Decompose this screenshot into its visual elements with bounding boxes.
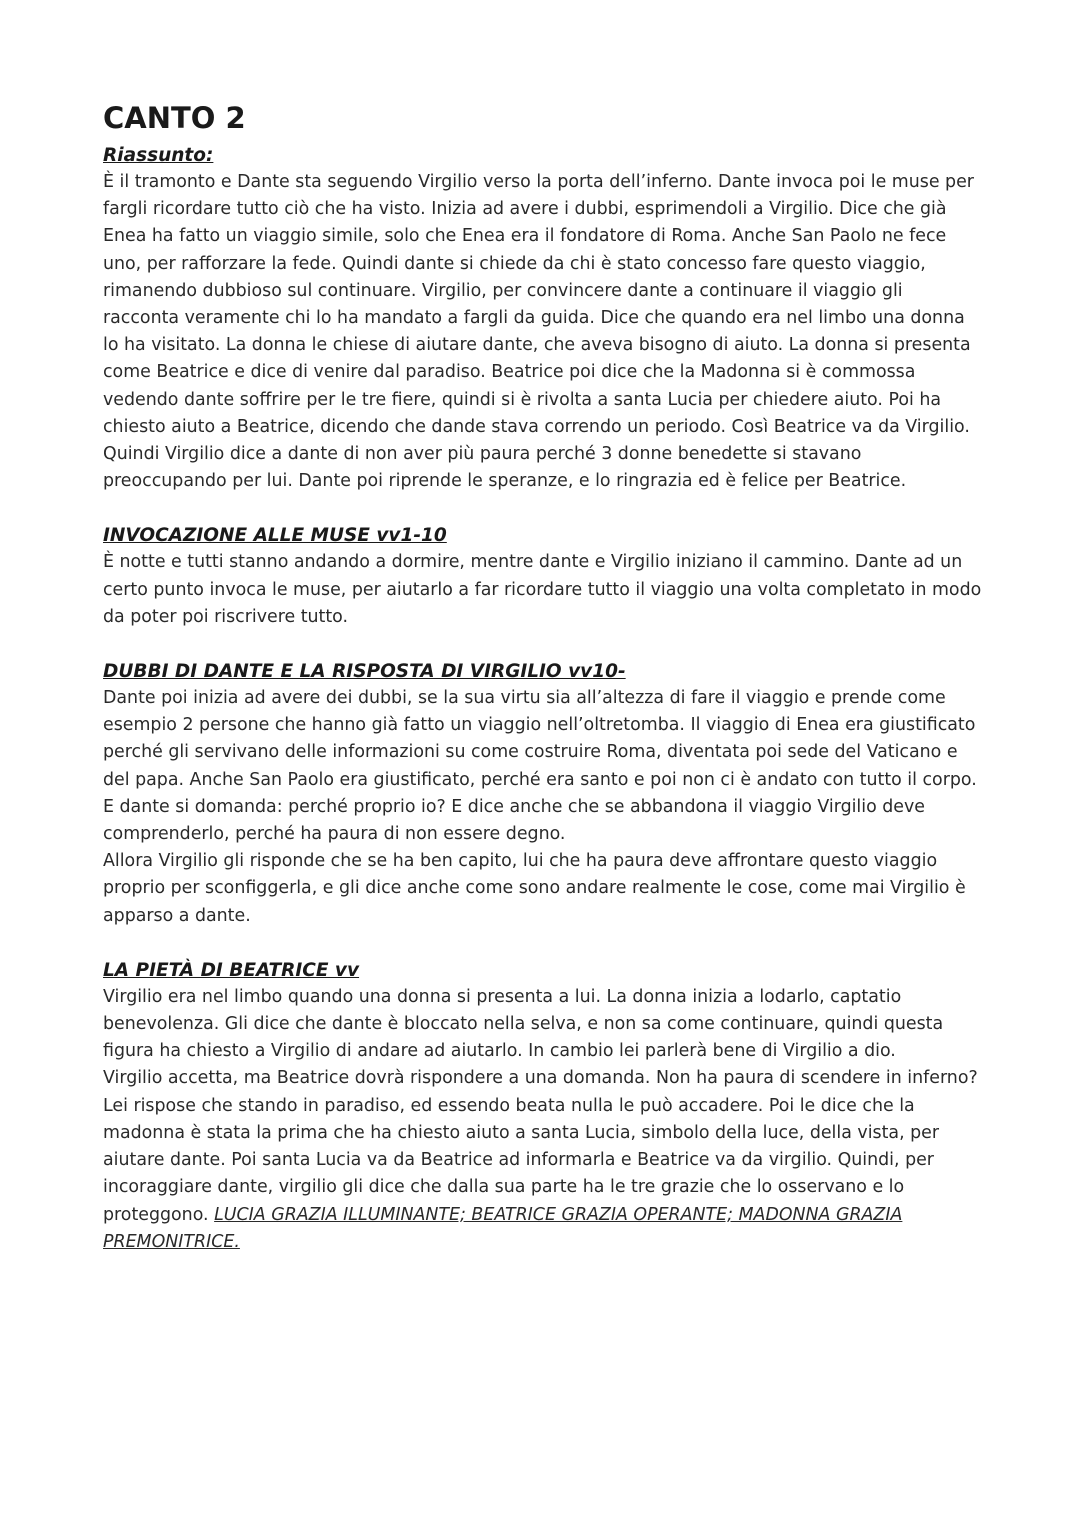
section-heading: DUBBI DI DANTE E LA RISPOSTA DI VIRGILIO vv10- [103,661,626,683]
section-heading: INVOCAZIONE ALLE MUSE vv1-10 [103,525,447,547]
section-paragraph: Dante poi inizia ad avere dei dubbi, se la sua virtu sia all’altezza di fare il viaggio e prende come esempio 2 persone che hanno già fatto un viaggio nell’oltretomba. Il viaggio di Enea era giustificato perché gli servivano delle informazioni su come costruire Roma, diventata poi sede del Vaticano e del papa. Anche San Paolo era giustificato, perché era santo e poi non ci è andato con tutto il corpo. E dante si domanda: perché proprio io? E dice anche che se abbandona il viaggio Virgilio deve comprenderlo, perché ha paura di non essere degno. [103,688,977,845]
document-title: CANTO 2 [103,101,246,135]
section-riassunto [103,142,983,495]
section-pieta-beatrice [103,957,983,1256]
section-heading: Riassunto: [103,145,214,166]
section-heading: LA PIETÀ DI BEATRICE vv [103,959,360,981]
document-page [103,98,983,1283]
section-paragraph-with-closing [103,1065,983,1255]
section-paragraph: È notte e tutti stanno andando a dormire, mentre dante e Virgilio iniziano il cammino. Dante ad un certo punto invoca le muse, per aiutarlo a far ricordare tutto il viaggio una volta completato in modo da poter poi riscrivere tutto. [103,552,982,627]
section-paragraph: Allora Virgilio gli risponde che se ha ben capito, lui che ha paura deve affrontare questo viaggio proprio per sconfiggerla, e gli dice anche come sono andare realmente le cose, come mai Virgilio è apparso a dante. [103,851,966,926]
paragraph-text: Virgilio accetta, ma Beatrice dovrà rispondere a una domanda. Non ha paura di scendere in inferno? Lei rispose che stando in paradiso, ed essendo beata nulla le può accadere. Poi le dice che la madonna è stata la prima che ha chiesto aiuto a santa Lucia, simbolo della luce, della vista, per aiutare dante. Poi santa Lucia va da Beatrice ad informarla e Beatrice va da virgilio. Quindi, per incoraggiare dante, virgilio gli dice che dalla sua parte ha le tre grazie che lo osservano e lo proteggono. [103,1068,978,1225]
closing-summary: LUCIA GRAZIA ILLUMINANTE; BEATRICE GRAZIA OPERANTE; MADONNA GRAZIA PREMONITRICE. [103,1204,903,1252]
section-paragraph: È il tramonto e Dante sta seguendo Virgilio verso la porta dell’inferno. Dante invoca poi le muse per fargli ricordare tutto ciò che ha visto. Inizia ad avere i dubbi, esprimendoli a Virgilio. Dice che già Enea ha fatto un viaggio simile, solo che Enea era il fondatore di Roma. Anche San Paolo ne fece uno, per rafforzare la fede. Quindi dante si chiede da chi è stato concesso fare questo viaggio, rimanendo dubbioso sul continuare. Virgilio, per convincere dante a continuare il viaggio gli racconta veramente chi lo ha mandato a fargli da guida. Dice che quando era nel limbo una donna lo ha visitato. La donna le chiese di aiutare dante, che aveva bisogno di aiuto. La donna si presenta come Beatrice e dice di venire dal paradiso. Beatrice poi dice che la Madonna si è commossa vedendo dante soffrire per le tre fiere, quindi si è rivolta a santa Lucia per chiedere aiuto. Poi ha chiesto aiuto a Beatrice, dicendo che dande stava correndo un periodo. Così Beatrice va da Virgilio. Quindi Virgilio dice a dante di non aver più paura perché 3 donne benedette si stavano preoccupando per lui. Dante poi riprende le speranze, e lo ringrazia ed è felice per Beatrice. [103,172,974,492]
section-invocazione [103,522,983,631]
section-paragraph: Virgilio era nel limbo quando una donna si presenta a lui. La donna inizia a lodarlo, captatio benevolenza. Gli dice che dante è bloccato nella selva, e non sa come continuare, quindi questa figura ha chiesto a Virgilio di andare ad aiutarlo. In cambio lei parlerà bene di Virgilio a dio. [103,986,944,1062]
section-dubbi [103,658,983,930]
